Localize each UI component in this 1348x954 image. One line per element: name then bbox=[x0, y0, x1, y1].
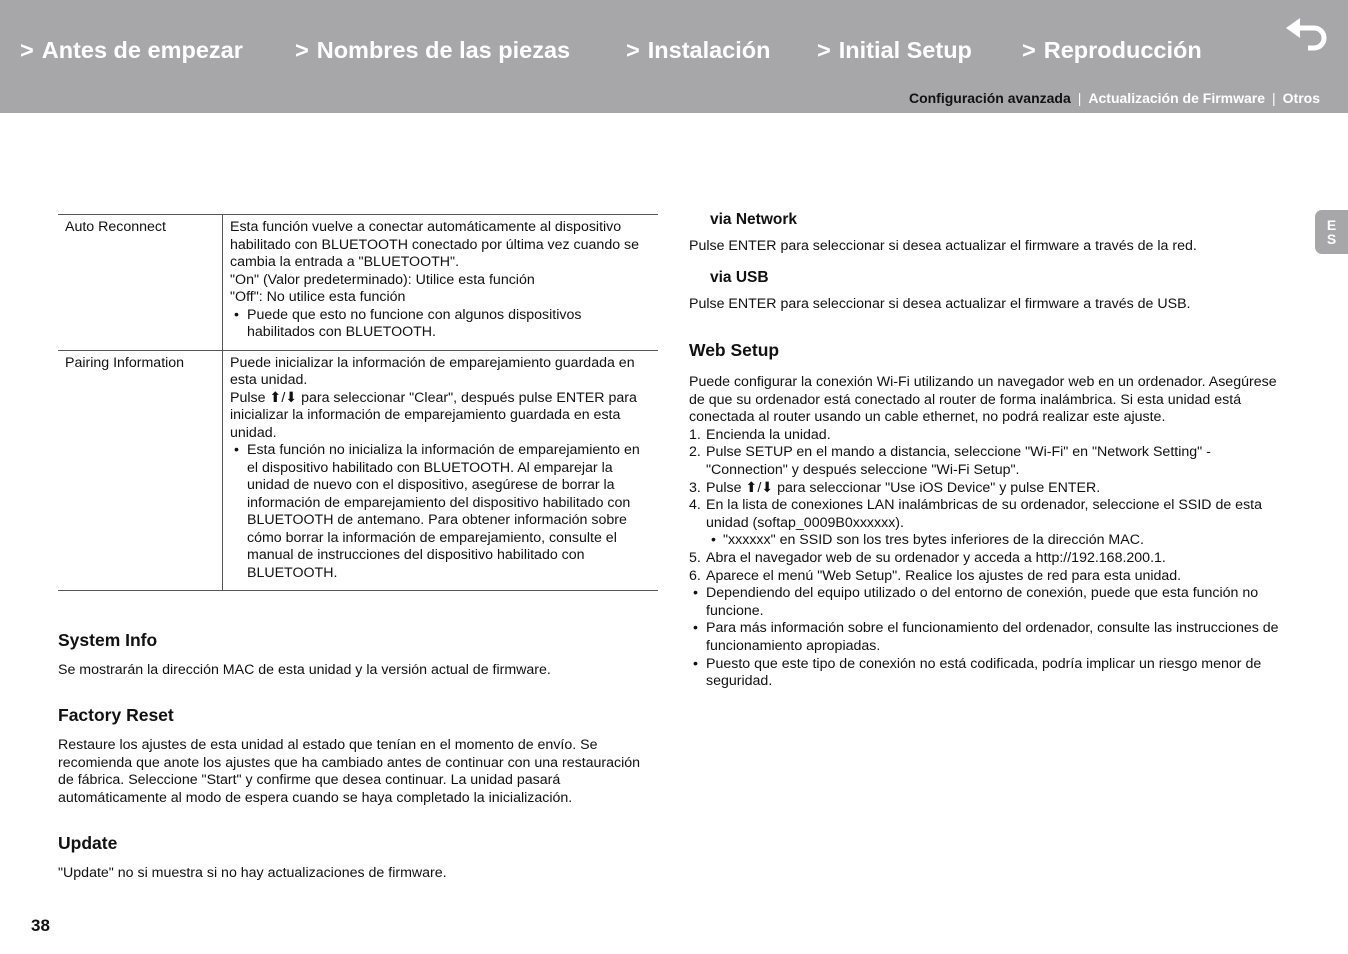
section-system-info bbox=[58, 630, 658, 680]
section-body: "Update" no si muestra si no hay actualizaciones de firmware. bbox=[58, 865, 447, 881]
table-description-cell bbox=[223, 215, 659, 351]
web-setup-content bbox=[689, 374, 1289, 691]
step-sub-note: • "xxxxxx" en SSID son los tres bytes inferiores de la dirección MAC. bbox=[689, 532, 1289, 550]
bullet-note: • Dependiendo del equipo utilizado o del entorno de conexión, puede que esta función no funcione. bbox=[689, 585, 1289, 620]
step-text: Aparece el menú "Web Setup". Realice los ajustes de red para esta unidad. bbox=[706, 567, 1182, 584]
description-text: Pulse ⬆/⬇ para seleccionar "Clear", después pulse ENTER para inicializar la información de emparejamiento guardada en esta unidad. bbox=[230, 389, 637, 441]
nav-label: Antes de empezar bbox=[41, 37, 243, 63]
list-item bbox=[689, 480, 1289, 498]
back-arrow-icon[interactable] bbox=[1284, 14, 1332, 54]
list-item bbox=[689, 427, 1289, 445]
step-number: 2. bbox=[689, 444, 701, 461]
step-text: Pulse ⬆/⬇ para seleccionar "Use iOS Device" y pulse ENTER. bbox=[706, 479, 1101, 496]
settings-table bbox=[58, 214, 658, 591]
section-title: Factory Reset bbox=[58, 705, 174, 725]
section-factory-reset bbox=[58, 705, 658, 807]
description-text: "On" (Valor predeterminado): Utilice esta función bbox=[230, 271, 535, 288]
description-text: Puede inicializar la información de emparejamiento guardada en esta unidad. bbox=[230, 354, 635, 388]
language-letter: E bbox=[1326, 217, 1337, 233]
step-text: En la lista de conexiones LAN inalámbricas de su ordenador, seleccione el SSID de esta unidad (softap_0009B0xxxxxx). bbox=[706, 497, 1262, 531]
web-setup-intro: Puede configurar la conexión Wi-Fi utilizando un navegador web en un ordenador. Asegúrese de que su ordenador está conectado al router de forma inalámbrica. Si esta unidad está conectada al router usando un cable ethernet, no podrá realizar este ajuste. bbox=[689, 374, 1277, 426]
language-tab bbox=[1315, 210, 1348, 254]
table-row bbox=[58, 215, 658, 351]
nav-initial-setup[interactable] bbox=[817, 37, 972, 64]
step-number: 5. bbox=[689, 549, 701, 566]
page-number: 38 bbox=[31, 916, 50, 935]
nav-arrow: > bbox=[20, 37, 34, 63]
web-setup-steps bbox=[689, 550, 1289, 585]
nav-arrow: > bbox=[295, 37, 309, 63]
header-bar bbox=[0, 0, 1348, 113]
language-letter: S bbox=[1326, 231, 1337, 247]
subnav-actualizacion-firmware[interactable]: Actualización de Firmware bbox=[1088, 90, 1266, 106]
nav-reproduccion[interactable] bbox=[1022, 37, 1202, 64]
via-usb-body: Pulse ENTER para seleccionar si desea actualizar el firmware a través de USB. bbox=[689, 296, 1191, 312]
subnav-separator: | bbox=[1077, 90, 1082, 106]
web-setup-steps bbox=[689, 427, 1289, 533]
nav-instalacion[interactable] bbox=[626, 37, 771, 64]
via-network-body: Pulse ENTER para seleccionar si desea actualizar el firmware a través de la red. bbox=[689, 238, 1197, 254]
section-title: Update bbox=[58, 833, 118, 853]
section-title: System Info bbox=[58, 630, 158, 650]
nav-label: Nombres de las piezas bbox=[316, 37, 571, 63]
nav-arrow: > bbox=[817, 37, 831, 63]
step-text: Pulse SETUP en el mando a distancia, seleccione "Wi-Fi" en "Network Setting" - "Connection" y después seleccione "Wi-Fi Setup". bbox=[706, 444, 1211, 478]
list-item bbox=[689, 550, 1289, 568]
table-row bbox=[58, 350, 658, 591]
description-text: Esta función vuelve a conectar automáticamente al dispositivo habilitado con BLUETOOTH conectado por última vez cuando se cambia la entrada a "BLUETOOTH". bbox=[230, 219, 640, 270]
step-number: 1. bbox=[689, 426, 701, 443]
table-label-cell: Auto Reconnect bbox=[58, 215, 223, 351]
section-title: Web Setup bbox=[689, 340, 780, 360]
nav-nombres-de-las-piezas[interactable] bbox=[295, 37, 570, 64]
list-item bbox=[689, 568, 1289, 586]
nav-label: Instalación bbox=[647, 37, 771, 63]
sub-nav bbox=[909, 90, 1320, 106]
table-label-cell: Pairing Information bbox=[58, 350, 223, 591]
bullet-note: • Para más información sobre el funcionamiento del ordenador, consulte las instrucciones de funcionamiento apropiadas. bbox=[689, 620, 1289, 655]
step-number: 3. bbox=[689, 479, 701, 496]
nav-antes-de-empezar[interactable] bbox=[20, 37, 243, 64]
bullet-note: • Puede que esto no funcione con algunos dispositivos habilitados con BLUETOOTH. bbox=[230, 307, 651, 342]
nav-arrow: > bbox=[626, 37, 640, 63]
table-description-cell bbox=[223, 350, 659, 591]
subsection-via-network-title: via Network bbox=[710, 211, 798, 228]
subnav-configuracion-avanzada[interactable]: Configuración avanzada bbox=[908, 90, 1071, 106]
list-item bbox=[689, 444, 1289, 479]
section-web-setup bbox=[689, 340, 1289, 691]
description-text: "Off": No utilice esta función bbox=[230, 289, 406, 305]
section-update bbox=[58, 833, 658, 883]
nav-label: Initial Setup bbox=[838, 37, 972, 63]
subnav-separator: | bbox=[1272, 90, 1276, 106]
section-body: Restaure los ajustes de esta unidad al estado que tenían en el momento de envío. Se recomienda que anote los ajustes que ha cambiado antes de continuar con una restauración de fábrica. Seleccione "Start" y confirme que desea continuar. La unidad pasará automáticamente al modo de espera cuando se haya completado la inicialización. bbox=[58, 737, 641, 806]
bullet-note: • Esta función no inicializa la información de emparejamiento en el dispositivo habilitado con BLUETOOTH. Al emparejar la unidad de nuevo con el dispositivo, asegúrese de borrar la información de emparejamiento del dispositivo habilitado con BLUETOOTH de antemano. Para obtener información sobre cómo borrar la información de emparejamiento, consulte el manual de instrucciones del dispositivo habilitado con BLUETOOTH. bbox=[230, 442, 651, 582]
step-text: Encienda la unidad. bbox=[706, 426, 831, 443]
nav-arrow: > bbox=[1022, 37, 1036, 63]
step-number: 4. bbox=[689, 497, 701, 514]
step-text: Abra el navegador web de su ordenador y acceda a http://192.168.200.1. bbox=[706, 549, 1166, 566]
subnav-otros[interactable]: Otros bbox=[1282, 90, 1320, 106]
list-item bbox=[689, 497, 1289, 532]
step-number: 6. bbox=[689, 567, 701, 584]
section-body: Se mostrarán la dirección MAC de esta unidad y la versión actual de firmware. bbox=[58, 662, 551, 678]
subsection-via-usb-title: via USB bbox=[710, 269, 769, 286]
nav-label: Reproducción bbox=[1043, 37, 1202, 63]
bullet-note: • Puesto que este tipo de conexión no está codificada, podría implicar un riesgo menor de seguridad. bbox=[689, 656, 1289, 691]
